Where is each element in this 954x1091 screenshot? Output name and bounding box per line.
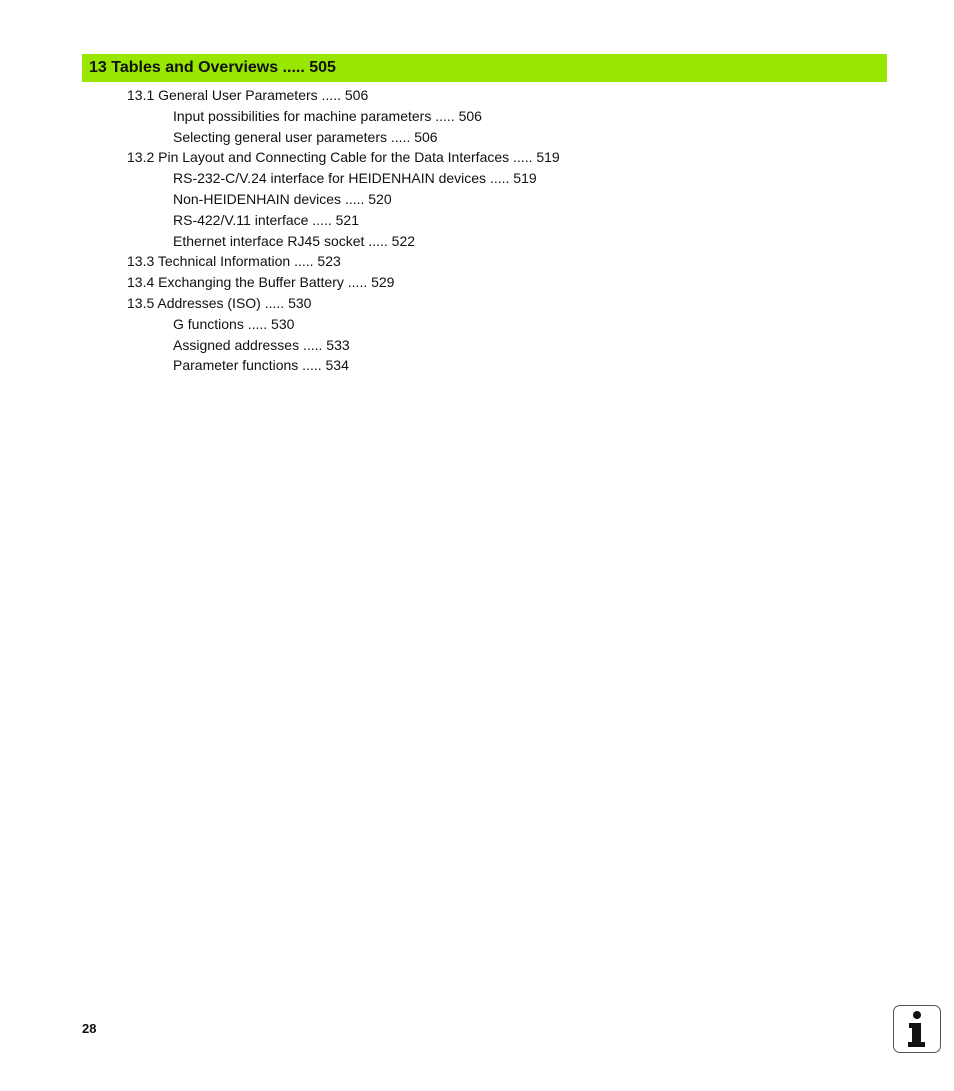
chapter-title[interactable]: 13 Tables and Overviews ..... 505 — [89, 59, 336, 76]
toc-section-entry[interactable]: 13.5 Addresses (ISO) ..... 530 — [127, 295, 312, 311]
page-number: 28 — [82, 1021, 97, 1036]
toc-subsection-entry[interactable]: Parameter functions ..... 534 — [173, 357, 349, 374]
info-icon — [893, 1005, 941, 1053]
toc-section-entry[interactable]: 13.3 Technical Information ..... 523 — [127, 253, 341, 270]
toc-subsection-entry[interactable]: RS-422/V.11 interface ..... 521 — [173, 211, 360, 228]
toc-subsection-entry[interactable]: Assigned addresses ..... 533 — [173, 336, 350, 353]
toc-subsection-entry[interactable]: RS-232-C/V.24 interface for HEIDENHAIN devices ..... 519 — [173, 170, 537, 187]
toc-subsection-entry[interactable]: Non-HEIDENHAIN devices ..... 520 — [173, 191, 392, 207]
toc-subsection-entry[interactable]: G functions ..... 530 — [173, 315, 295, 332]
toc-subsection-entry[interactable]: Selecting general user parameters ..... 506 — [173, 128, 438, 145]
toc-section-entry[interactable]: 13.4 Exchanging the Buffer Battery ..... 529 — [127, 274, 395, 291]
chapter-heading-bar — [82, 54, 887, 82]
toc-subsection-entry[interactable]: Input possibilities for machine parameters ..... 506 — [173, 107, 482, 124]
toc-subsection-entry[interactable]: Ethernet interface RJ45 socket ..... 522 — [173, 232, 416, 249]
toc-section-entry[interactable]: 13.1 General User Parameters ..... 506 — [127, 87, 369, 103]
toc-section-entry[interactable]: 13.2 Pin Layout and Connecting Cable for the Data Interfaces ..... 519 — [127, 149, 560, 166]
